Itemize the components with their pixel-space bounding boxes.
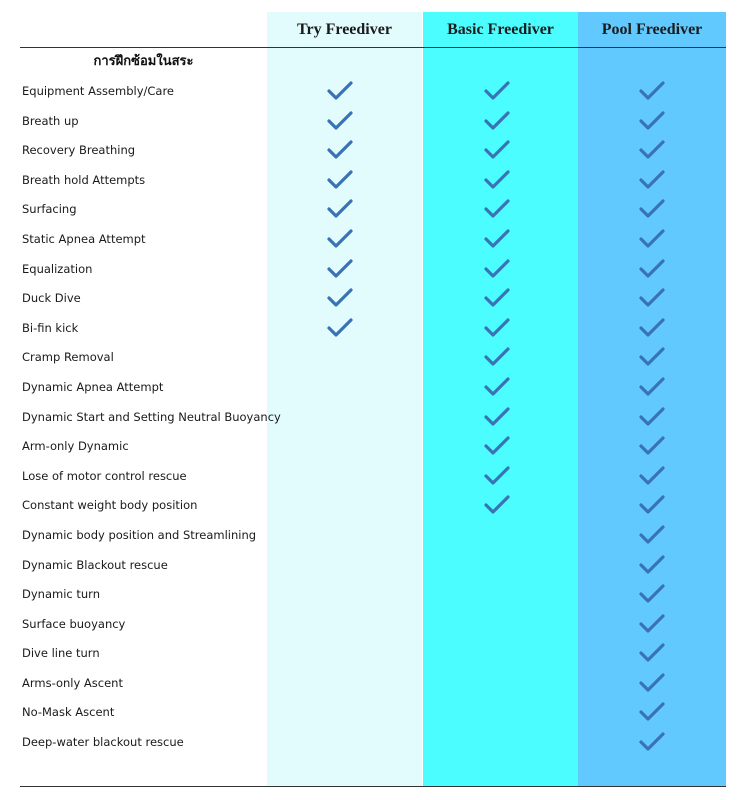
table-row <box>0 610 738 640</box>
check-icon <box>638 139 666 161</box>
table-row <box>0 639 738 669</box>
table-row <box>0 491 738 521</box>
check-icon <box>326 198 354 220</box>
check-icon <box>326 169 354 191</box>
table-row <box>0 314 738 344</box>
check-icon <box>483 169 511 191</box>
skill-label: Equipment Assembly/Care <box>22 84 175 98</box>
skills-table <box>0 77 738 758</box>
check-icon <box>326 80 354 102</box>
skill-label: Cramp Removal <box>22 350 114 365</box>
check-icon <box>638 198 666 220</box>
check-icon <box>483 198 511 220</box>
table-row <box>0 551 738 581</box>
check-icon <box>483 317 511 339</box>
table-row <box>0 521 738 551</box>
table-row <box>0 728 738 758</box>
table-row <box>0 195 738 225</box>
skill-label: Dive line turn <box>22 646 100 661</box>
check-icon <box>483 465 511 487</box>
table-row <box>0 284 738 314</box>
skill-label: Dynamic Blackout rescue <box>22 557 168 572</box>
check-icon <box>483 376 511 398</box>
skill-label: Bi-fin kick <box>22 320 79 335</box>
section-title: การฝึกซ้อมในสระ <box>93 54 194 69</box>
skill-label: Constant weight body position <box>22 498 198 513</box>
table-row <box>0 373 738 403</box>
skill-label: Surface buoyancy <box>22 616 126 631</box>
skill-label: No-Mask Ascent <box>22 705 115 720</box>
check-icon <box>638 317 666 339</box>
check-icon <box>638 465 666 487</box>
table-row <box>0 403 738 433</box>
check-icon <box>483 110 511 132</box>
table-row <box>0 343 738 373</box>
check-icon <box>483 80 511 102</box>
check-icon <box>483 346 511 368</box>
check-icon <box>326 110 354 132</box>
skill-label: Arms-only Ascent <box>22 675 123 690</box>
skill-label: Dynamic turn <box>22 587 100 602</box>
table-row <box>0 432 738 462</box>
skill-label: Dynamic Start and Setting Neutral Buoyancy <box>22 409 281 424</box>
check-icon <box>483 494 511 516</box>
check-icon <box>638 169 666 191</box>
skill-label: Duck Dive <box>22 291 81 306</box>
check-icon <box>638 435 666 457</box>
check-icon <box>326 287 354 309</box>
table-row <box>0 255 738 285</box>
check-icon <box>638 583 666 605</box>
check-icon <box>638 701 666 723</box>
skill-label: Breath up <box>22 113 79 128</box>
check-icon <box>483 258 511 280</box>
check-icon <box>638 80 666 102</box>
check-icon <box>638 110 666 132</box>
check-icon <box>638 346 666 368</box>
check-icon <box>638 613 666 635</box>
check-icon <box>638 642 666 664</box>
table-row <box>0 107 738 137</box>
check-icon <box>638 494 666 516</box>
skill-label: Breath hold Attempts <box>22 172 146 187</box>
skill-label: Equalization <box>22 261 93 276</box>
table-row <box>0 77 738 107</box>
table-row <box>0 225 738 255</box>
skill-label: Dynamic Apnea Attempt <box>22 379 164 394</box>
column-header-pool: Pool Freediver <box>601 21 703 38</box>
check-icon <box>638 228 666 250</box>
table-row <box>0 462 738 492</box>
check-icon <box>638 287 666 309</box>
check-icon <box>483 287 511 309</box>
check-icon <box>483 139 511 161</box>
table-row <box>0 698 738 728</box>
header-divider <box>20 47 726 48</box>
skill-label: Dynamic body position and Streamlining <box>22 527 257 542</box>
skill-label: Lose of motor control rescue <box>22 468 187 483</box>
table-row <box>0 136 738 166</box>
skill-label: Static Apnea Attempt <box>22 231 146 246</box>
check-icon <box>326 258 354 280</box>
skill-label: Deep-water blackout rescue <box>22 735 184 750</box>
check-icon <box>326 317 354 339</box>
skill-label: Recovery Breathing <box>22 143 136 158</box>
table-row <box>0 580 738 610</box>
check-icon <box>326 139 354 161</box>
check-icon <box>638 554 666 576</box>
check-icon <box>638 524 666 546</box>
check-icon <box>638 672 666 694</box>
column-header-basic: Basic Freediver <box>447 21 554 38</box>
table-row <box>0 166 738 196</box>
check-icon <box>638 406 666 428</box>
skill-label: Surfacing <box>22 202 77 217</box>
check-icon <box>638 731 666 753</box>
check-icon <box>638 376 666 398</box>
check-icon <box>326 228 354 250</box>
column-header-try: Try Freediver <box>297 21 392 38</box>
check-icon <box>483 228 511 250</box>
table-row <box>0 669 738 699</box>
table-bottom-divider <box>20 786 726 787</box>
check-icon <box>483 435 511 457</box>
check-icon <box>638 258 666 280</box>
check-icon <box>483 406 511 428</box>
skill-label: Arm-only Dynamic <box>22 439 129 454</box>
